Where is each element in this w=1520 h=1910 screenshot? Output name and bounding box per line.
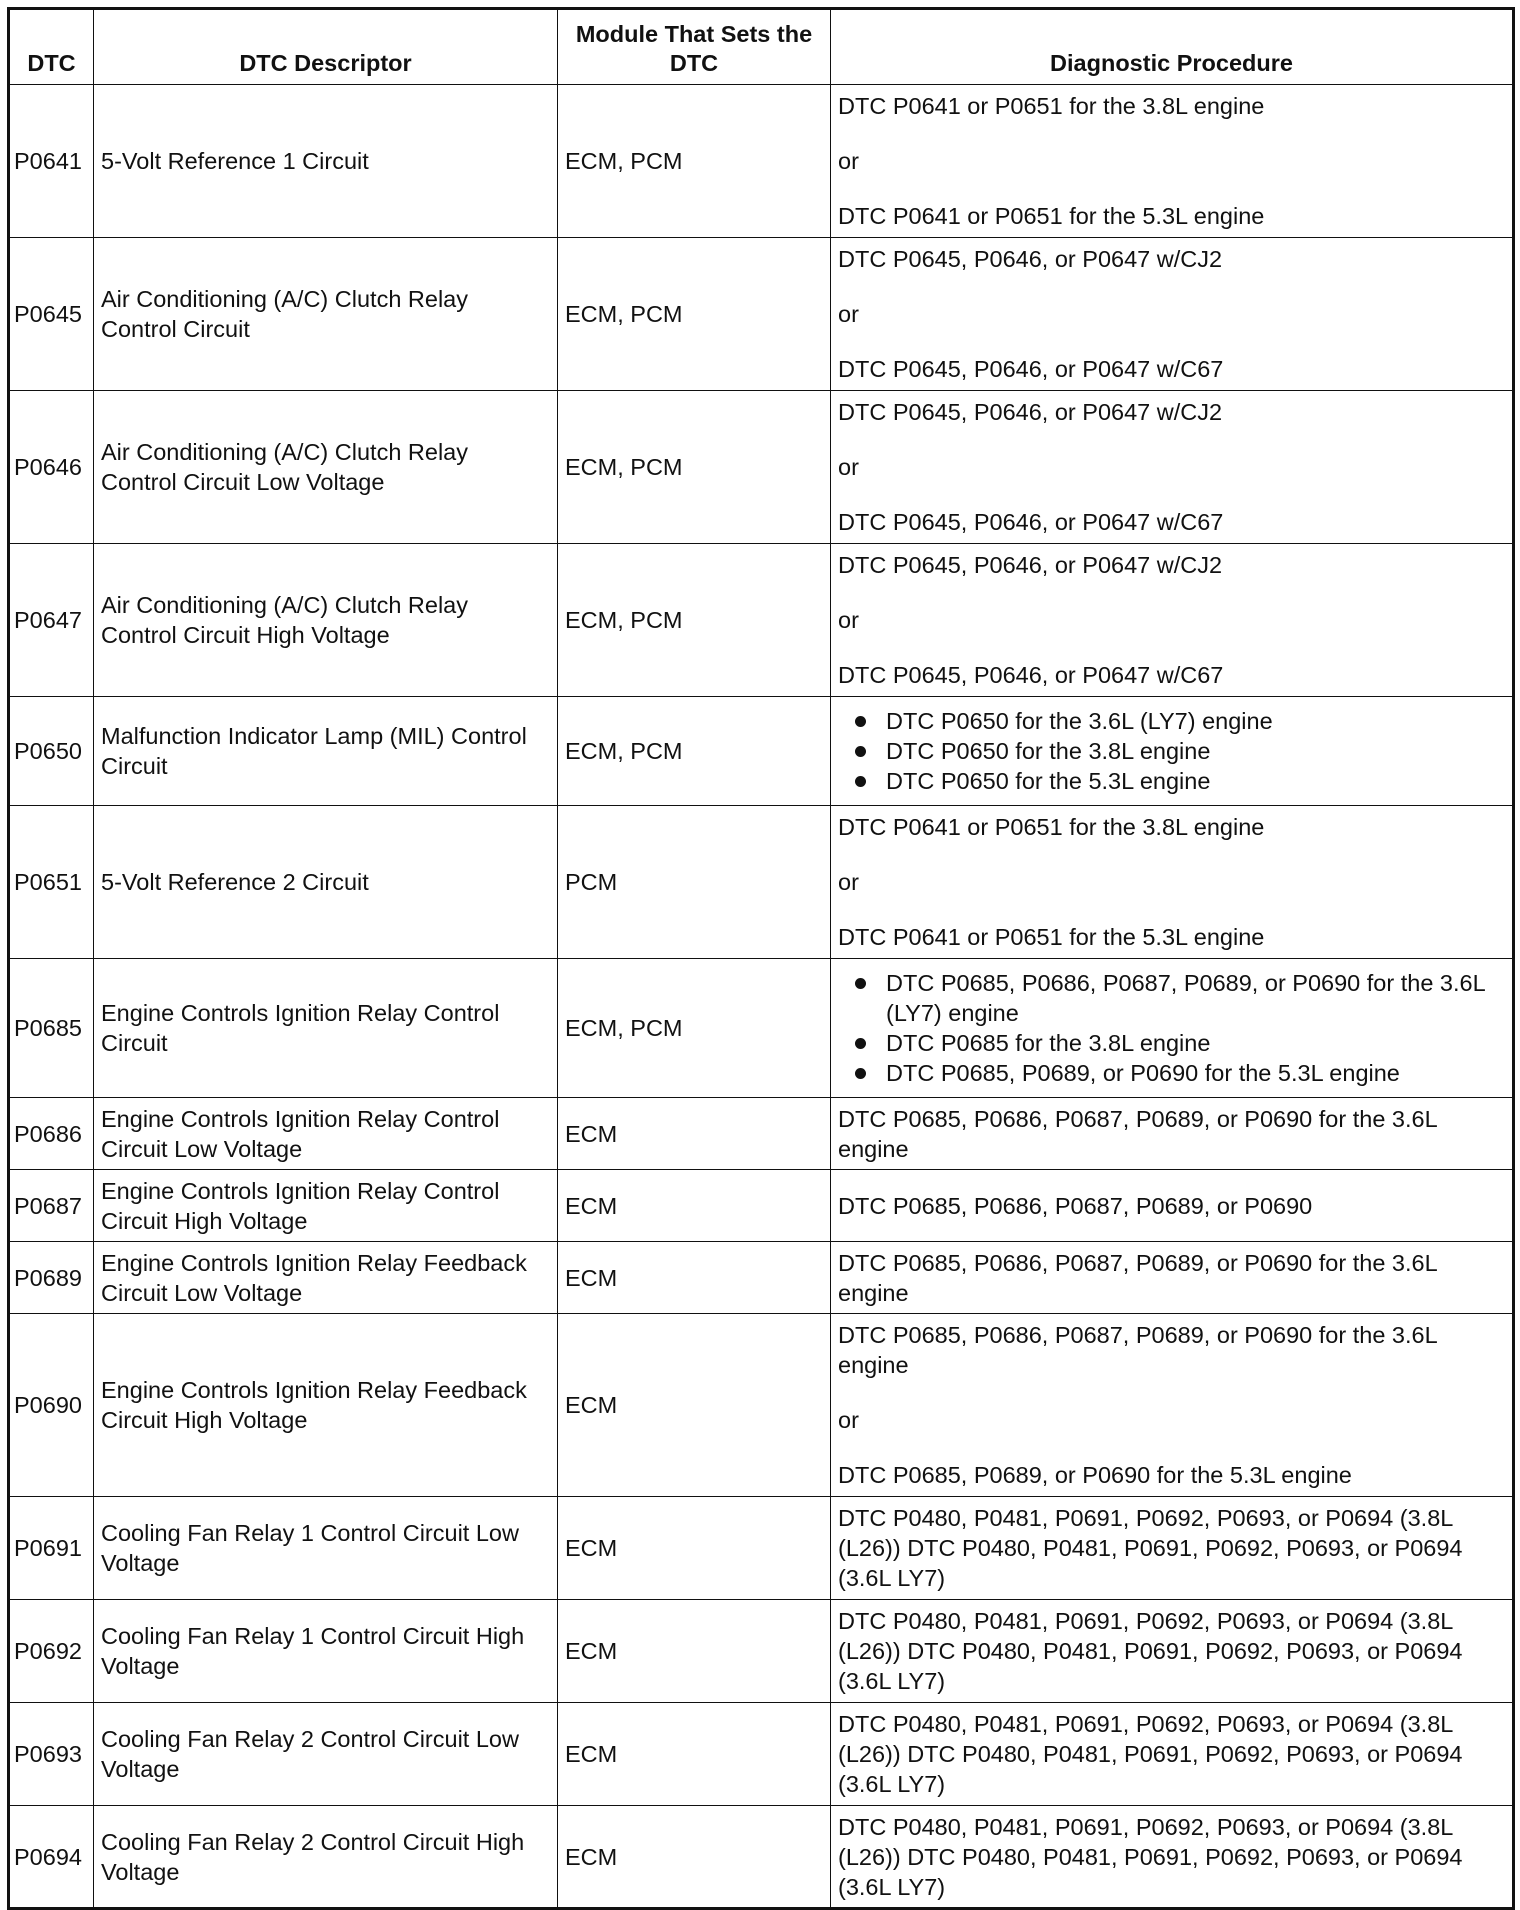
setting-module: ECM, PCM [558, 959, 831, 1098]
dtc-descriptor: Engine Controls Ignition Relay Feedback Circuit Low Voltage [94, 1242, 558, 1314]
setting-module: ECM, PCM [558, 544, 831, 697]
dtc-code: P0641 [9, 85, 94, 238]
dtc-code: P0650 [9, 697, 94, 806]
setting-module: ECM [558, 1497, 831, 1600]
dtc-code: P0645 [9, 238, 94, 391]
diagnostic-procedure [831, 544, 1514, 697]
diagnostic-procedure [831, 959, 1514, 1098]
dtc-document [7, 7, 1512, 1910]
setting-module: ECM [558, 1170, 831, 1242]
dtc-descriptor: Cooling Fan Relay 2 Control Circuit High Voltage [94, 1806, 558, 1909]
header-module: Module That Sets the DTC [558, 9, 831, 85]
procedure-link[interactable]: DTC P0480, P0481, P0691, P0692, P0693, or P0694 (3.8L (L26)) DTC P0480, P0481, P0691, P0692, P0693, or P0694 (3.6L LY7) [838, 1711, 1463, 1797]
table-row [9, 85, 1514, 238]
procedure-or: or [838, 607, 859, 633]
procedure-link[interactable]: DTC P0641 or P0651 for the 5.3L engine [838, 203, 1265, 229]
setting-module: ECM, PCM [558, 391, 831, 544]
setting-module: ECM [558, 1806, 831, 1909]
procedure-or: or [838, 869, 859, 895]
table-row [9, 1600, 1514, 1703]
dtc-descriptor: 5-Volt Reference 2 Circuit [94, 806, 558, 959]
procedure-link[interactable]: DTC P0645, P0646, or P0647 w/CJ2 [838, 399, 1223, 425]
dtc-code: P0647 [9, 544, 94, 697]
dtc-descriptor: Engine Controls Ignition Relay Control Circuit Low Voltage [94, 1098, 558, 1170]
diagnostic-procedure [831, 1098, 1514, 1170]
setting-module: ECM, PCM [558, 85, 831, 238]
diagnostic-procedure [831, 1497, 1514, 1600]
procedure-bullet-list [838, 706, 1505, 796]
dtc-code: P0689 [9, 1242, 94, 1314]
dtc-descriptor: Air Conditioning (A/C) Clutch Relay Control Circuit Low Voltage [94, 391, 558, 544]
table-row [9, 1170, 1514, 1242]
procedure-bullet-item[interactable]: DTC P0650 for the 5.3L engine [838, 766, 1505, 796]
table-row [9, 391, 1514, 544]
dtc-code: P0690 [9, 1314, 94, 1497]
dtc-descriptor: Cooling Fan Relay 2 Control Circuit Low Voltage [94, 1703, 558, 1806]
setting-module: ECM [558, 1703, 831, 1806]
table-row [9, 697, 1514, 806]
procedure-link[interactable]: DTC P0685, P0689, or P0690 for the 5.3L engine [838, 1462, 1352, 1488]
dtc-table [7, 7, 1515, 1910]
setting-module: ECM [558, 1314, 831, 1497]
dtc-code: P0651 [9, 806, 94, 959]
diagnostic-procedure [831, 1703, 1514, 1806]
table-row [9, 959, 1514, 1098]
procedure-link[interactable]: DTC P0685, P0686, P0687, P0689, or P0690 [838, 1192, 1313, 1219]
procedure-link[interactable]: DTC P0641 or P0651 for the 3.8L engine [838, 93, 1265, 119]
diagnostic-procedure [831, 806, 1514, 959]
diagnostic-procedure [831, 1242, 1514, 1314]
procedure-link[interactable]: DTC P0645, P0646, or P0647 w/CJ2 [838, 552, 1223, 578]
table-row [9, 1098, 1514, 1170]
diagnostic-procedure [831, 697, 1514, 806]
procedure-link[interactable]: DTC P0645, P0646, or P0647 w/C67 [838, 509, 1224, 535]
dtc-code: P0646 [9, 391, 94, 544]
setting-module: ECM [558, 1098, 831, 1170]
setting-module: ECM [558, 1242, 831, 1314]
setting-module: PCM [558, 806, 831, 959]
procedure-or: or [838, 301, 859, 327]
diagnostic-procedure [831, 391, 1514, 544]
table-row [9, 238, 1514, 391]
procedure-bullet-item[interactable]: DTC P0650 for the 3.6L (LY7) engine [838, 706, 1505, 736]
table-row [9, 1314, 1514, 1497]
dtc-code: P0687 [9, 1170, 94, 1242]
dtc-descriptor: Engine Controls Ignition Relay Control Circuit [94, 959, 558, 1098]
diagnostic-procedure [831, 238, 1514, 391]
procedure-bullet-item[interactable]: DTC P0685 for the 3.8L engine [838, 1028, 1505, 1058]
diagnostic-procedure [831, 1806, 1514, 1909]
dtc-descriptor: Engine Controls Ignition Relay Control Circuit High Voltage [94, 1170, 558, 1242]
dtc-descriptor: Cooling Fan Relay 1 Control Circuit Low Voltage [94, 1497, 558, 1600]
procedure-link[interactable]: DTC P0641 or P0651 for the 5.3L engine [838, 924, 1265, 950]
procedure-link[interactable]: DTC P0685, P0686, P0687, P0689, or P0690 for the 3.6L engine [838, 1322, 1437, 1378]
setting-module: ECM [558, 1600, 831, 1703]
procedure-or: or [838, 1407, 859, 1433]
diagnostic-procedure [831, 85, 1514, 238]
dtc-code: P0693 [9, 1703, 94, 1806]
header-descriptor: DTC Descriptor [94, 9, 558, 85]
diagnostic-procedure [831, 1314, 1514, 1497]
diagnostic-procedure [831, 1600, 1514, 1703]
procedure-link[interactable]: DTC P0685, P0686, P0687, P0689, or P0690 for the 3.6L engine [838, 1105, 1437, 1162]
dtc-descriptor: Air Conditioning (A/C) Clutch Relay Control Circuit [94, 238, 558, 391]
procedure-link[interactable]: DTC P0685, P0686, P0687, P0689, or P0690 for the 3.6L engine [838, 1249, 1437, 1306]
dtc-descriptor: 5-Volt Reference 1 Circuit [94, 85, 558, 238]
procedure-bullet-item[interactable]: DTC P0685, P0686, P0687, P0689, or P0690 for the 3.6L (LY7) engine [838, 968, 1505, 1028]
procedure-link[interactable]: DTC P0480, P0481, P0691, P0692, P0693, or P0694 (3.8L (L26)) DTC P0480, P0481, P0691, P0692, P0693, or P0694 (3.6L LY7) [838, 1608, 1463, 1694]
dtc-code: P0694 [9, 1806, 94, 1909]
header-dtc: DTC [9, 9, 94, 85]
procedure-link[interactable]: DTC P0641 or P0651 for the 3.8L engine [838, 814, 1265, 840]
procedure-bullet-item[interactable]: DTC P0685, P0689, or P0690 for the 5.3L engine [838, 1058, 1505, 1088]
dtc-descriptor: Cooling Fan Relay 1 Control Circuit High Voltage [94, 1600, 558, 1703]
procedure-or: or [838, 148, 859, 174]
table-row [9, 1497, 1514, 1600]
setting-module: ECM, PCM [558, 238, 831, 391]
dtc-descriptor: Malfunction Indicator Lamp (MIL) Control Circuit [94, 697, 558, 806]
table-row [9, 806, 1514, 959]
procedure-bullet-item[interactable]: DTC P0650 for the 3.8L engine [838, 736, 1505, 766]
table-header-row [9, 9, 1514, 85]
procedure-link[interactable]: DTC P0480, P0481, P0691, P0692, P0693, or P0694 (3.8L (L26)) DTC P0480, P0481, P0691, P0692, P0693, or P0694 (3.6L LY7) [838, 1505, 1463, 1591]
table-row [9, 1703, 1514, 1806]
table-row [9, 1806, 1514, 1909]
procedure-link[interactable]: DTC P0645, P0646, or P0647 w/C67 [838, 356, 1224, 382]
procedure-bullet-list [838, 968, 1505, 1088]
table-row [9, 1242, 1514, 1314]
procedure-or: or [838, 454, 859, 480]
dtc-code: P0691 [9, 1497, 94, 1600]
dtc-descriptor: Air Conditioning (A/C) Clutch Relay Control Circuit High Voltage [94, 544, 558, 697]
dtc-code: P0686 [9, 1098, 94, 1170]
setting-module: ECM, PCM [558, 697, 831, 806]
dtc-code: P0685 [9, 959, 94, 1098]
diagnostic-procedure [831, 1170, 1514, 1242]
table-row [9, 544, 1514, 697]
procedure-link[interactable]: DTC P0480, P0481, P0691, P0692, P0693, or P0694 (3.8L (L26)) DTC P0480, P0481, P0691, P0692, P0693, or P0694 (3.6L LY7) [838, 1813, 1463, 1900]
dtc-code: P0692 [9, 1600, 94, 1703]
header-procedure: Diagnostic Procedure [831, 9, 1514, 85]
dtc-descriptor: Engine Controls Ignition Relay Feedback Circuit High Voltage [94, 1314, 558, 1497]
procedure-link[interactable]: DTC P0645, P0646, or P0647 w/CJ2 [838, 246, 1223, 272]
procedure-link[interactable]: DTC P0645, P0646, or P0647 w/C67 [838, 662, 1224, 688]
